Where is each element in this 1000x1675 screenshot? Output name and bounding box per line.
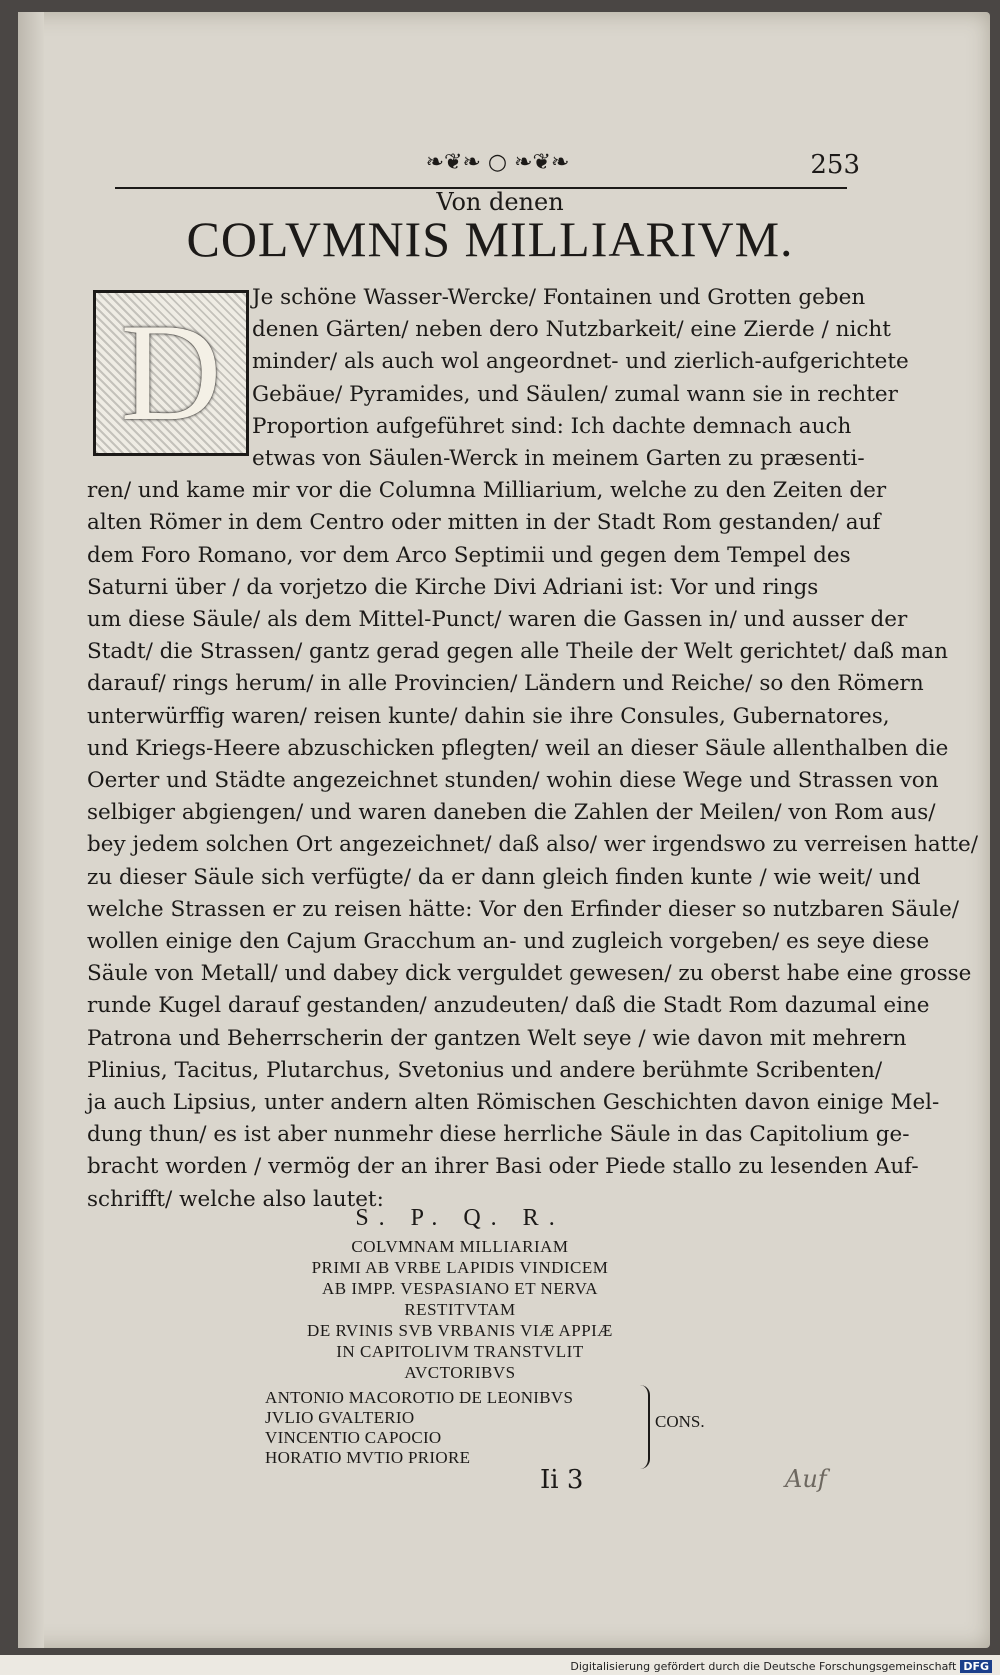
text-line: Plinius, Tacitus, Plutarchus, Svetonius und andere berühmte Scribenten/ bbox=[87, 1057, 883, 1083]
chapter-kicker: Von denen bbox=[436, 188, 564, 216]
credit-text: Digitalisierung gefördert durch die Deutsche Forschungsgemeinschaft bbox=[570, 1660, 957, 1673]
text-line: unterwürffig waren/ reisen kunte/ dahin sie ihre Consules, Gubernatores, bbox=[87, 703, 890, 729]
text-line: Gebäue/ Pyramides, und Säulen/ zumal wann sie in rechter bbox=[252, 381, 898, 407]
text-line: zu dieser Säule sich verfügte/ da er dann gleich finden kunte / wie weit/ und bbox=[87, 864, 921, 890]
text-line: Proportion aufgeführet sind: Ich dachte demnach auch bbox=[252, 413, 852, 439]
text-line: etwas von Säulen-Werck in meinem Garten zu præsenti- bbox=[252, 446, 865, 471]
text-line: selbiger abgiengen/ und waren daneben die Zahlen der Meilen/ von Rom aus/ bbox=[87, 800, 936, 826]
chapter-title: COLVMNIS MILLIARIVM. bbox=[186, 211, 794, 267]
text-line: runde Kugel darauf gestanden/ anzudeuten/ daß die Stadt Rom dazumal eine bbox=[87, 993, 930, 1019]
page-number: 253 bbox=[810, 150, 860, 180]
text-line: bracht worden / vermög der an ihrer Basi oder Piede stallo zu lesenden Auf- bbox=[87, 1154, 919, 1180]
inscription-lines bbox=[200, 1236, 720, 1383]
text-line: welche Strassen er zu reisen hätte: Vor den Erfinder dieser so nutzbaren Säule/ bbox=[87, 896, 960, 922]
inscription-line: PRIMI AB VRBE LAPIDIS VINDICEM bbox=[311, 1258, 609, 1277]
text-line: dung thun/ es ist aber nunmehr diese herrliche Säule in das Capitolium ge- bbox=[87, 1122, 910, 1148]
inscription-line: DE RVINIS SVB VRBANIS VIÆ APPIÆ bbox=[307, 1321, 613, 1340]
initial-letter: D bbox=[120, 295, 222, 450]
catchword: Auf bbox=[785, 1465, 827, 1493]
consul-label: CONS. bbox=[655, 1412, 705, 1431]
text-line: Oerter und Städte angezeichnet stunden/ wohin diese Wege und Strassen von bbox=[87, 768, 939, 793]
text-line: ren/ und kame mir vor die Columna Milliarium, welche zu den Zeiten der bbox=[87, 478, 887, 504]
consul-name: VINCENTIO CAPOCIO bbox=[265, 1428, 442, 1447]
text-line: schrifft/ welche also lautet: bbox=[87, 1186, 384, 1212]
inscription-line: AVCTORIBVS bbox=[404, 1363, 516, 1382]
text-line: denen Gärten/ neben dero Nutzbarkeit/ eine Zierde / nicht bbox=[252, 317, 891, 343]
dfg-logo: DFG bbox=[960, 1660, 992, 1673]
consul-name: ANTONIO MACOROTIO DE LEONIBVS bbox=[265, 1388, 574, 1407]
consul-name: JVLIO GVALTERIO bbox=[265, 1408, 415, 1427]
text-line: Säule von Metall/ und dabey dick verguldet gewesen/ zu oberst habe eine grosse bbox=[87, 961, 972, 987]
decorated-initial bbox=[93, 290, 249, 456]
text-line: Je schöne Wasser-Wercke/ Fontainen und Grotten geben bbox=[252, 285, 866, 310]
text-line: um diese Säule/ als dem Mittel-Punct/ waren die Gassen in/ und ausser der bbox=[87, 607, 908, 632]
text-line: Patrona und Beherrscherin der gantzen Welt seye / wie davon mit mehrern bbox=[87, 1025, 907, 1051]
text-line: ja auch Lipsius, unter andern alten Römischen Geschichten davon einige Mel- bbox=[87, 1090, 940, 1115]
text-line: wollen einige den Cajum Gracchum an- und zugleich vorgeben/ es seye diese bbox=[87, 929, 930, 954]
text-line: darauf/ rings herum/ in alle Provincien/ Ländern und Reiche/ so den Römern bbox=[87, 671, 924, 697]
text-line: dem Foro Romano, vor dem Arco Septimii und gegen dem Tempel des bbox=[87, 542, 851, 568]
text-line: minder/ als auch wol angeordnet- und zierlich-aufgerichtete bbox=[252, 349, 909, 375]
text-line: Stadt/ die Strassen/ gantz gerad gegen alle Theile der Welt gerichtet/ daß man bbox=[87, 639, 948, 665]
signature-mark: Ii 3 bbox=[540, 1465, 584, 1495]
inscription-line: AB IMPP. VESPASIANO ET NERVA bbox=[321, 1279, 599, 1298]
text-line: und Kriegs-Heere abzuschicken pflegten/ weil an dieser Säule allenthalben die bbox=[87, 735, 949, 761]
inscription-heading: S. P. Q. R. bbox=[355, 1205, 565, 1231]
text-line: bey jedem solchen Ort angezeichnet/ daß also/ wer irgendswo zu verreisen hatte/ bbox=[87, 832, 978, 858]
inscription-line: COLVMNAM MILLIARIAM bbox=[351, 1237, 569, 1256]
text-line: Saturni über / da vorjetzo die Kirche Divi Adriani ist: Vor und rings bbox=[87, 574, 819, 600]
consul-name: HORATIO MVTIO PRIORE bbox=[265, 1448, 471, 1467]
text-line: alten Römer in dem Centro oder mitten in der Stadt Rom gestanden/ auf bbox=[87, 510, 881, 536]
consul-list bbox=[265, 1388, 685, 1468]
inscription-line: IN CAPITOLIVM TRANSTVLIT bbox=[336, 1342, 584, 1361]
header-ornament: ❧❦❧ ○ ❧❦❧ bbox=[425, 150, 570, 175]
page-gutter bbox=[18, 12, 44, 1648]
consul-brace bbox=[640, 1385, 650, 1469]
inscription-block bbox=[200, 1205, 720, 1383]
inscription-line: RESTITVTAM bbox=[404, 1300, 516, 1319]
digitization-credit bbox=[570, 1660, 992, 1673]
